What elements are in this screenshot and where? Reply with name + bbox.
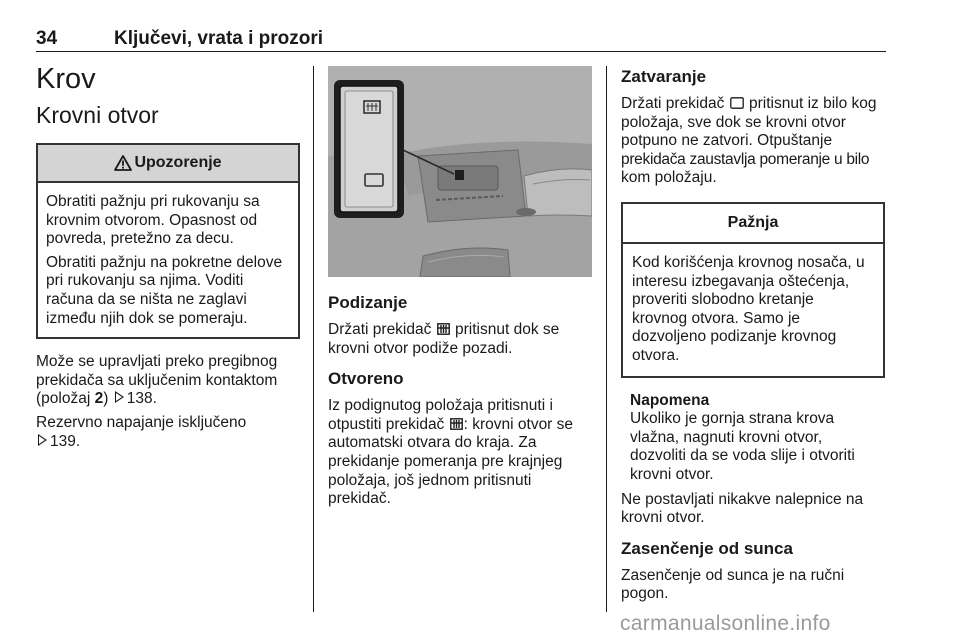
text-line: povreda, pretežno za decu. (46, 230, 234, 248)
page-reference-arrow-icon (115, 391, 124, 403)
text-line: potpuno ne zatvori. Otpuštanje (621, 132, 833, 150)
text-line: automatski otvara do kraja. Za (328, 434, 537, 452)
section-title: Krov (36, 63, 96, 95)
paragraph-zatvaranje (621, 95, 887, 188)
text-line: krovni otvor podiže pozadi. (328, 339, 513, 357)
text-line: otvora. (632, 346, 680, 364)
text-line: dozvoliti da se voda slije i otvoriti (630, 447, 855, 465)
text-line: računa da se ništa ne zaglavi (46, 290, 247, 308)
ignition-position: 2 (94, 390, 104, 408)
text-line: Kod korišćenja krovnog nosača, u (632, 253, 865, 271)
text-line: kom položaju. (621, 169, 717, 187)
warning-label: Upozorenje (134, 154, 222, 171)
page-reference-arrow-icon (38, 434, 47, 446)
text-fragment: otpustiti prekidač (328, 415, 445, 433)
text-line: pogon. (621, 585, 669, 603)
text-line: Obratiti pažnju pri rukovanju sa (46, 193, 260, 210)
sunroof-switch-illustration (328, 66, 592, 277)
paragraph-zasencenje (621, 567, 887, 604)
note-title: Napomena (630, 391, 710, 409)
text-line: Obratiti pažnju na pokretne delove (46, 253, 283, 271)
page-number: 34 (36, 28, 58, 49)
warning-header (38, 145, 298, 183)
text-line: Ukoliko je gornja strana krova (630, 410, 835, 428)
tilt-switch-icon (450, 418, 463, 430)
notice-header: Pažnja (623, 204, 883, 244)
column-divider-1 (313, 66, 314, 612)
heading-otvoreno: Otvoreno (328, 369, 404, 389)
text-line: Može se upravljati preko pregibnog (36, 353, 278, 371)
text-line: između njih dok se pomeraju. (46, 309, 248, 327)
notice-paragraph (632, 254, 874, 366)
header-rule (36, 51, 886, 52)
text-line: krovni otvor. (621, 509, 705, 527)
note-paragraph (630, 410, 887, 484)
notice-box (621, 202, 885, 378)
page-reference-link[interactable]: 139. (50, 432, 81, 450)
warning-triangle-icon (114, 155, 132, 171)
column-1 (36, 62, 300, 451)
text-line: krovnog otvora. Samo je (632, 309, 801, 327)
text-line: proveriti slobodno kretanje (632, 291, 814, 309)
text-fragment: pritisnut dok se (455, 321, 560, 338)
page-reference-link[interactable]: 138. (126, 390, 157, 408)
text-line: pri rukovanju sa njima. Voditi (46, 272, 244, 290)
text-line: krovnim otvorom. Opasnost od (46, 211, 258, 229)
text-line: prekidač. (328, 490, 391, 508)
text-line: Ne postavljati nikakve nalepnice na (621, 490, 864, 508)
text-line: dozvoljeno podizanje krovnog (632, 328, 837, 346)
text-line: prekidanje pomeranja pre krajnjeg (328, 452, 563, 470)
warning-paragraph-2 (46, 254, 290, 328)
column-2 (328, 66, 592, 509)
column-3 (621, 66, 887, 604)
text-fragment: ) (103, 390, 109, 408)
watermark: carmanualsonline.info (620, 612, 831, 635)
warning-box (36, 143, 300, 339)
illustration-svg (328, 66, 592, 277)
text-line: prekidača zaustavlja pomeranje u bilo (621, 150, 870, 168)
paragraph-stickers (621, 491, 887, 528)
text-line: prekidača sa uključenim kontaktom (36, 371, 278, 389)
close-switch-icon (730, 97, 744, 109)
body-paragraph-control (36, 353, 300, 409)
note-block (621, 392, 887, 485)
heading-podizanje: Podizanje (328, 293, 408, 312)
heading-zasencenje: Zasenčenje od sunca (621, 538, 793, 558)
text-line: (položaj (36, 390, 95, 408)
text-fragment: Držati prekidač (328, 321, 432, 338)
body-paragraph-power (36, 414, 300, 451)
text-line: položaja, sve dok se krovni otvor (621, 113, 846, 131)
subsection-title: Krovni otvor (36, 102, 159, 128)
text-line: interesu izbegavanja oštećenja, (632, 272, 850, 290)
tilt-switch-icon (437, 323, 450, 335)
text-line: položaja, još jednom pritisnuti (328, 471, 532, 489)
text-line: Iz podignutog položaja pritisnuti i (328, 397, 553, 415)
text-line: Rezervno napajanje isključeno (36, 413, 247, 431)
warning-paragraph-1 (46, 193, 290, 249)
text-line: vlažna, nagnuti krovni otvor, (630, 428, 823, 446)
text-line: krovni otvor. (630, 465, 714, 483)
column-divider-2 (606, 66, 607, 612)
heading-zatvaranje: Zatvaranje (621, 67, 707, 86)
paragraph-otvoreno (328, 397, 592, 509)
text-fragment: : krovni otvor se (463, 415, 574, 433)
text-line: Zasenčenje od sunca je na ručni (621, 566, 845, 584)
page-header (36, 28, 886, 52)
paragraph-podizanje (328, 321, 592, 358)
chapter-title: Ključevi, vrata i prozori (114, 28, 324, 49)
text-fragment: Držati prekidač (621, 95, 725, 112)
text-fragment: pritisnut iz bilo kog (749, 95, 877, 112)
